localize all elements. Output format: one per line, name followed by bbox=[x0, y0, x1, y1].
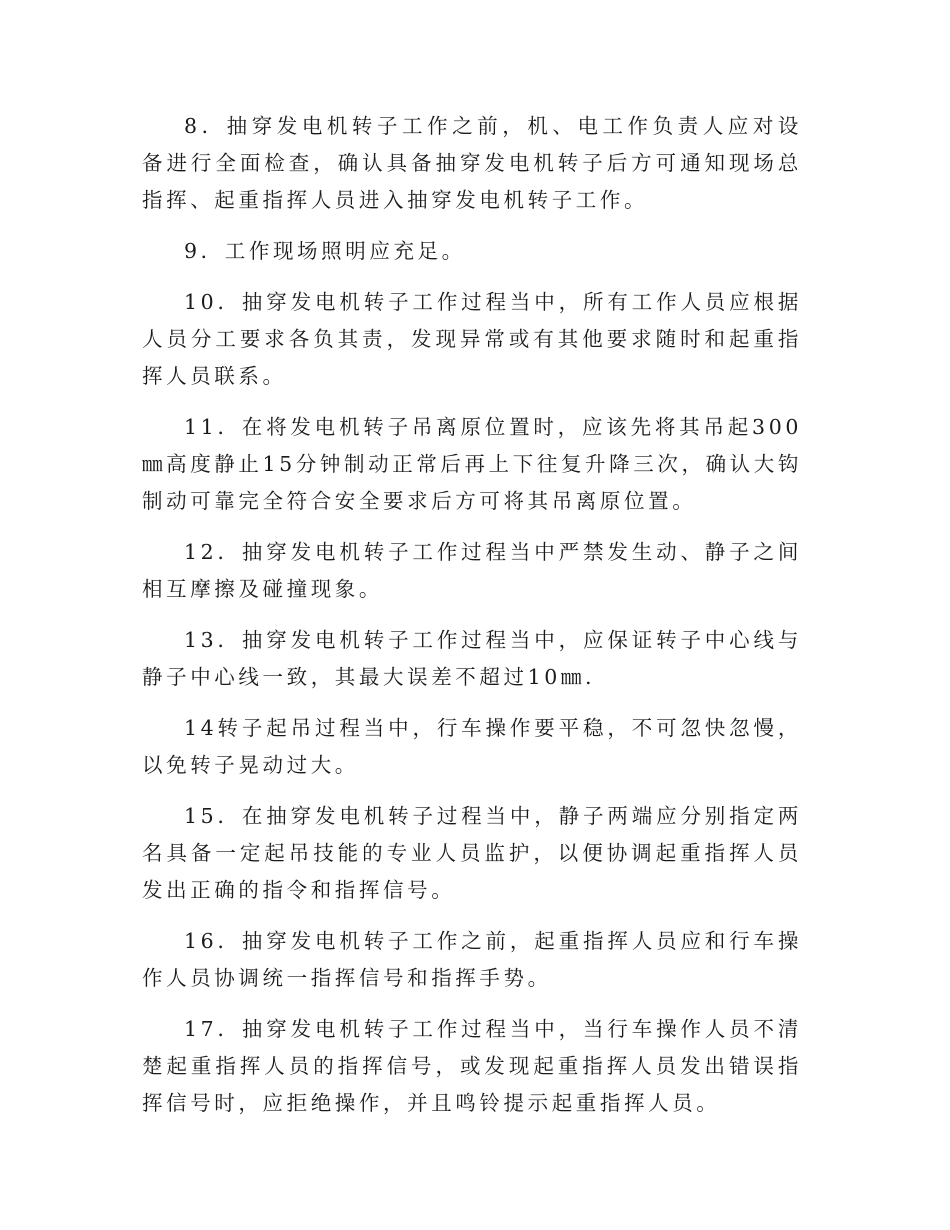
paragraph-item-15: 15．在抽穿发电机转子过程当中，静子两端应分别指定两名具备一定起吊技能的专业人员监护，以便协调起重指挥人员发出正确的指令和指挥信号。 bbox=[142, 804, 802, 902]
paragraph-item-17: 17．抽穿发电机转子工作过程当中，当行车操作人员不清楚起重指挥人员的指挥信号，或发现起重指挥人员发出错误指挥信号时，应拒绝操作，并且鸣铃提示起重指挥人员。 bbox=[142, 1017, 802, 1115]
paragraph-item-9: 9．工作现场照明应充足。 bbox=[184, 239, 466, 263]
paragraph-item-14: 14转子起吊过程当中，行车操作要平稳，不可忽快忽慢，以免转子晃动过大。 bbox=[142, 716, 802, 777]
document-body bbox=[142, 108, 802, 1136]
paragraph-item-11: 11．在将发电机转子吊离原位置时，应该先将其吊起300㎜高度静止15分钟制动正常后再上下往复升降三次，确认大钩制动可靠完全符合安全要求后方可将其吊离原位置。 bbox=[142, 415, 802, 513]
paragraph-item-16: 16．抽穿发电机转子工作之前，起重指挥人员应和行车操作人员协调统一指挥信号和指挥手势。 bbox=[142, 929, 802, 990]
paragraph-item-12: 12．抽穿发电机转子工作过程当中严禁发生动、静子之间相互摩擦及碰撞现象。 bbox=[142, 540, 802, 601]
paragraph-item-13: 13．抽穿发电机转子工作过程当中，应保证转子中心线与静子中心线一致，其最大误差不超过10㎜. bbox=[142, 628, 802, 689]
paragraph-item-8: 8．抽穿发电机转子工作之前，机、电工作负责人应对设备进行全面检查，确认具备抽穿发电机转子后方可通知现场总指挥、起重指挥人员进入抽穿发电机转子工作。 bbox=[142, 114, 802, 212]
paragraph-item-10: 10．抽穿发电机转子工作过程当中，所有工作人员应根据人员分工要求各负其责，发现异常或有其他要求随时和起重指挥人员联系。 bbox=[142, 290, 802, 388]
